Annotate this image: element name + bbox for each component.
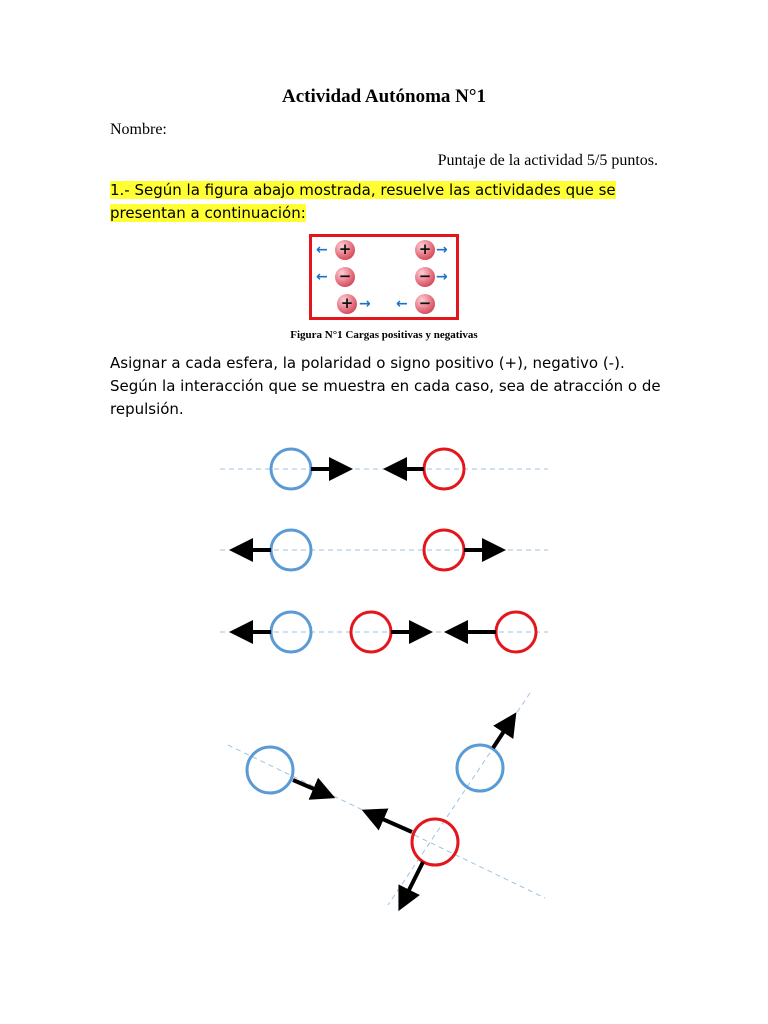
force-arrow (369, 813, 412, 832)
diagram-triangle (228, 693, 545, 905)
force-arrow (493, 719, 512, 748)
diagram-row-2 (220, 530, 548, 570)
negative-charge: − (335, 267, 355, 287)
arrow-left-icon: ← (316, 269, 328, 285)
arrow-right-icon: → (359, 296, 371, 312)
negative-charge: − (415, 267, 435, 287)
arrow-right-icon: → (436, 242, 448, 258)
arrow-left-icon: ← (396, 296, 408, 312)
positive-charge: + (335, 240, 355, 260)
diagram-row-3 (220, 612, 548, 652)
red-sphere (412, 819, 458, 865)
name-label: Nombre: (110, 121, 167, 138)
arrow-left-icon: ← (316, 242, 328, 258)
score-text: Puntaje de la actividad 5/5 puntos. (437, 152, 658, 169)
positive-charge: + (337, 294, 357, 314)
diagram-row-1 (220, 449, 548, 489)
figure-caption: Figura N°1 Cargas positivas y negativas (290, 329, 478, 341)
arrow-right-icon: → (436, 269, 448, 285)
negative-charge: − (415, 294, 435, 314)
question-highlight: 1.- Según la figura abajo mostrada, resuelve las actividades que se presentan a continuación: (110, 181, 616, 222)
page-title: Actividad Autónoma N°1 (282, 86, 486, 107)
force-arrow (293, 780, 328, 795)
instruction-text: Asignar a cada esfera, la polaridad o signo positivo (+), negativo (-). Según la interacción que se muestra en cada caso, sea de atracción o de repulsión. (110, 354, 661, 418)
blue-sphere (247, 747, 293, 793)
positive-charge: + (415, 240, 435, 260)
